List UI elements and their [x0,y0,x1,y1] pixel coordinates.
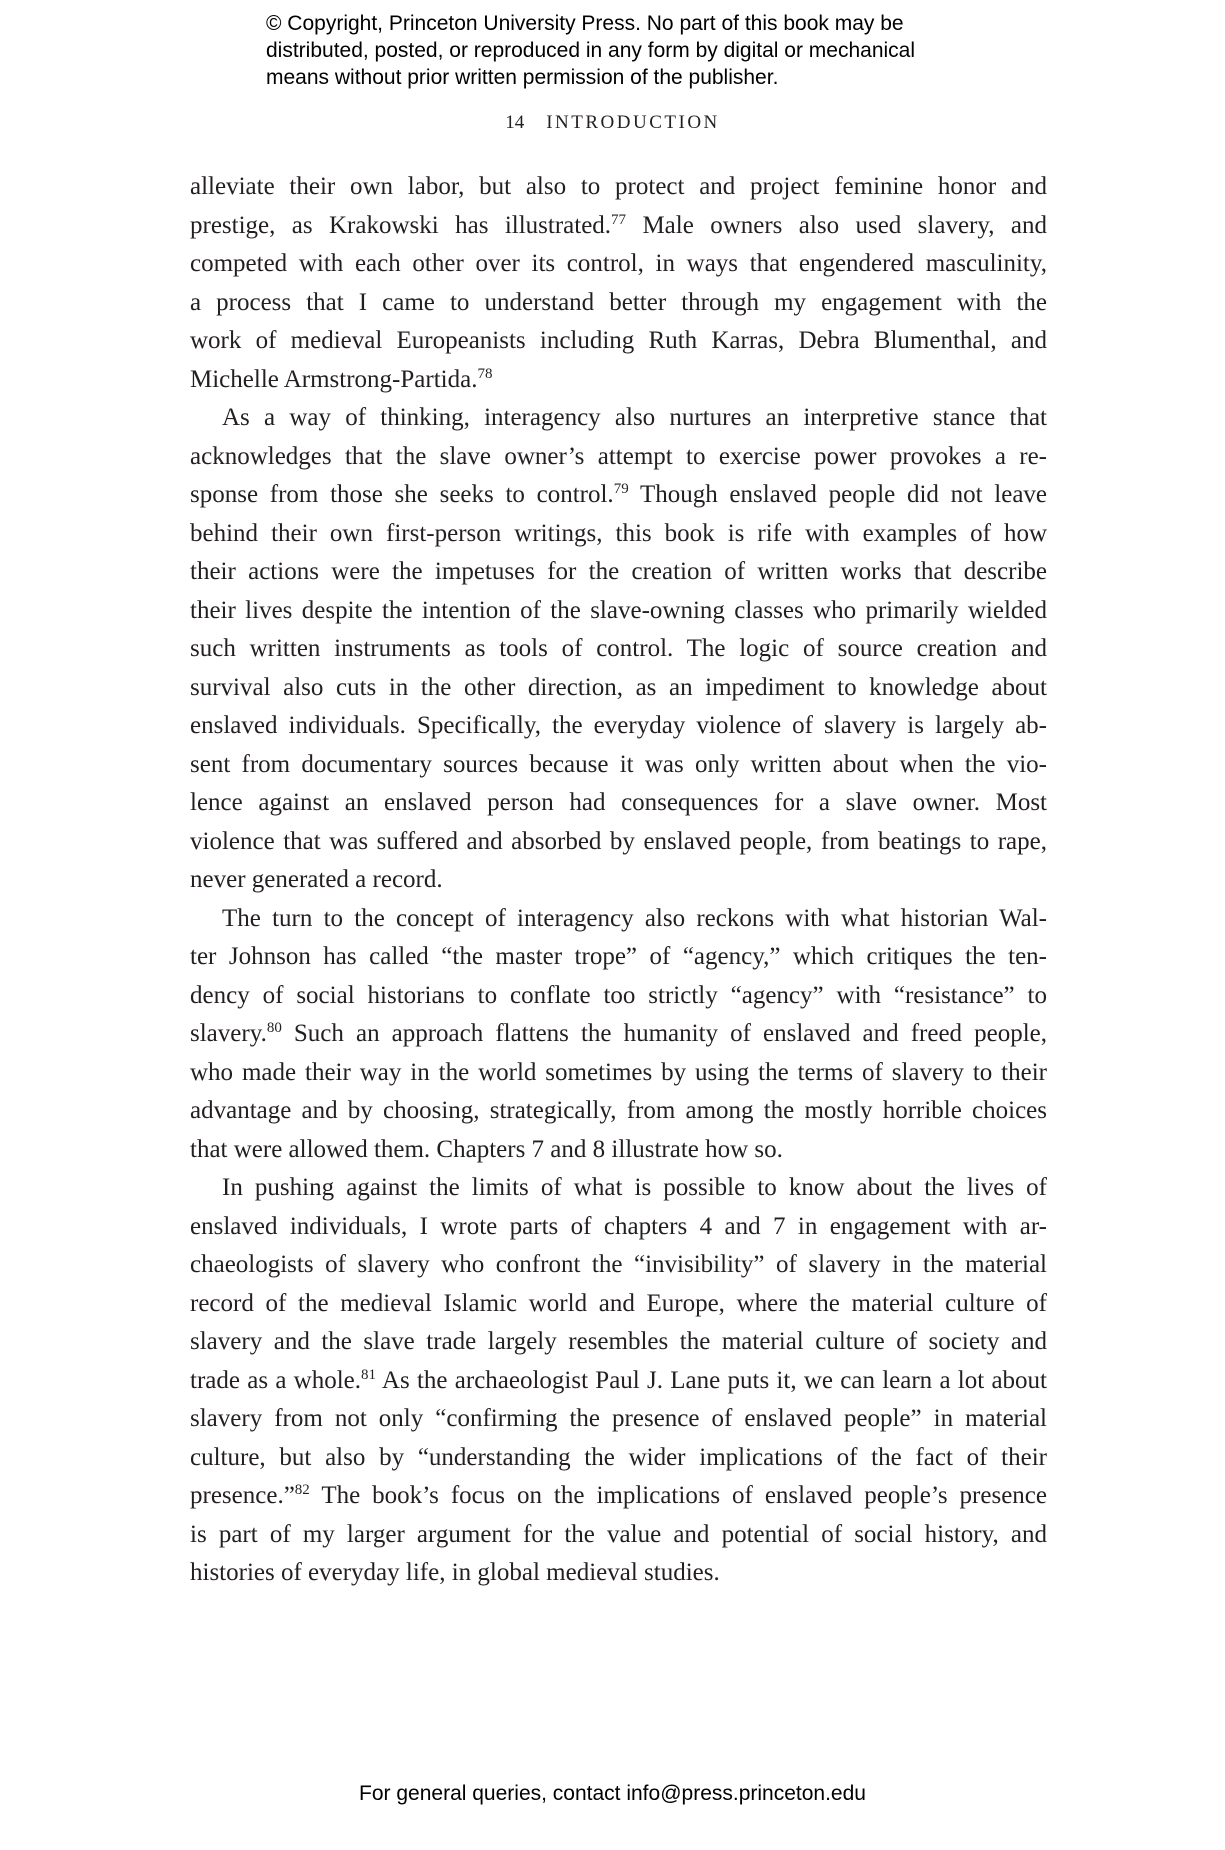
text-line [190,823,1047,862]
text-line [190,284,1047,323]
copyright-notice [266,10,915,91]
text-segment: competed with each other over its control, in ways that engendered masculinity, [190,250,1047,277]
footnote-ref: 77 [611,211,627,228]
text-line [190,1208,1047,1247]
text-segment: In pushing against the limits of what is possible to know about the lives of [222,1174,1047,1201]
paragraph [190,399,1047,900]
text-segment: never generated a record. [190,866,443,893]
text-segment: chaeologists of slavery who confront the “invisibility” of slavery in the material [190,1251,1047,1278]
text-line [190,900,1047,939]
text-line [190,746,1047,785]
footnote-ref: 80 [266,1020,282,1036]
text-segment: prestige, as Krakowski has illustrated. [190,211,612,239]
text-line [190,1439,1047,1478]
text-segment: ter Johnson has called “the master trope” of “agency,” which critiques the ten- [190,943,1047,970]
text-line [190,1054,1047,1093]
text-line [190,1477,1047,1516]
text-line [190,168,1047,207]
text-line [190,861,1047,900]
copyright-line: means without prior written permission of the publisher. [266,66,779,89]
footnote-ref: 82 [294,1482,310,1498]
text-segment: survival also cuts in the other direction, as an impediment to knowledge about [190,673,1047,701]
text-line [190,245,1047,284]
text-line [190,1015,1047,1054]
text-line [190,784,1047,823]
text-line [190,1246,1047,1285]
text-segment: trade as a whole. [190,1366,362,1394]
text-segment: slavery and the slave trade largely resembles the material culture of society and [190,1328,1047,1355]
footnote-ref: 81 [361,1366,377,1383]
text-segment: advantage and by choosing, strategically, from among the mostly horrible choices [190,1097,1047,1124]
text-line [190,1092,1047,1131]
text-segment: enslaved individuals, I wrote parts of chapters 4 and 7 in engagement with ar- [190,1212,1047,1240]
text-segment: As a way of thinking, interagency also nurtures an interpretive stance that [222,404,1047,431]
footnote-ref: 78 [477,365,493,382]
text-segment: who made their way in the world sometimes by using the terms of slavery to their [190,1058,1047,1086]
text-segment: sponse from those she seeks to control. [190,481,614,508]
text-line [190,515,1047,554]
paragraph [190,900,1047,1170]
text-line [190,1362,1047,1401]
text-segment: Michelle Armstrong-Partida. [190,365,478,393]
text-line [190,1400,1047,1439]
text-segment: slavery. [190,1020,267,1047]
text-line [190,1516,1047,1555]
text-segment: dency of social historians to conflate too strictly “agency” with “resistance” to [190,981,1047,1009]
text-segment: Though enslaved people did not leave [628,481,1048,508]
text-line [190,669,1047,708]
text-line [190,1169,1047,1208]
text-line [190,1285,1047,1324]
text-segment: such written instruments as tools of control. The logic of source creation and [190,635,1047,662]
text-line [190,322,1047,361]
text-segment: their lives despite the intention of the slave-owning classes who primarily wielded [190,596,1047,624]
text-segment: lence against an enslaved person had consequences for a slave owner. Most [190,789,1047,816]
text-segment: violence that was suffered and absorbed by enslaved people, from beatings to rape, [190,827,1047,855]
text-segment: sent from documentary sources because it was only written about when the vio- [190,750,1047,778]
text-segment: presence.” [190,1482,295,1509]
text-line [190,1131,1047,1170]
text-line [190,977,1047,1016]
text-segment: The book’s focus on the implications of enslaved people’s presence [309,1482,1047,1509]
text-segment: Male owners also used slavery, and [626,211,1047,239]
text-line [190,1554,1047,1593]
chapter-title: INTRODUCTION [546,112,720,133]
copyright-line: © Copyright, Princeton University Press. No part of this book may be [266,12,904,35]
text-segment: work of medieval Europeanists including Ruth Karras, Debra Blumenthal, and [190,327,1047,354]
text-segment: their actions were the impetuses for the creation of written works that describe [190,558,1047,585]
text-segment: record of the medieval Islamic world and Europe, where the material culture of [190,1289,1047,1317]
footer-contact: For general queries, contact info@press.princeton.edu [359,1782,866,1805]
text-segment: behind their own first-person writings, this book is rife with examples of how [190,519,1047,547]
text-line [190,630,1047,669]
text-segment: acknowledges that the slave owner’s attempt to exercise power provokes a re- [190,442,1047,470]
text-line [190,399,1047,438]
text-segment: alleviate their own labor, but also to protect and project feminine honor and [190,173,1047,200]
copyright-line: distributed, posted, or reproduced in any form by digital or mechanical [266,39,916,62]
text-line [190,938,1047,977]
text-segment: is part of my larger argument for the value and potential of social history, and [190,1520,1047,1548]
text-segment: enslaved individuals. Specifically, the everyday violence of slavery is largely ab- [190,712,1047,739]
text-segment: culture, but also by “understanding the wider implications of the fact of their [190,1443,1047,1471]
text-line [190,361,1047,400]
page-number: 14 [505,112,525,133]
text-line [190,592,1047,631]
footnote-ref: 79 [613,481,629,497]
text-segment: a process that I came to understand better through my engagement with the [190,288,1047,316]
text-segment: histories of everyday life, in global medieval studies. [190,1559,720,1586]
text-segment: As the archaeologist Paul J. Lane puts it, we can learn a lot about [376,1366,1047,1394]
text-line [190,476,1047,515]
text-line [190,207,1047,246]
paragraph [190,168,1047,399]
text-segment: The turn to the concept of interagency also reckons with what historian Wal- [222,904,1047,932]
text-segment: slavery from not only “confirming the presence of enslaved people” in material [190,1405,1047,1432]
body-text [190,168,1047,1593]
running-head [0,112,1225,134]
text-line [190,707,1047,746]
paragraph [190,1169,1047,1593]
text-line [190,1323,1047,1362]
text-segment: Such an approach flattens the humanity of enslaved and freed people, [281,1020,1047,1047]
text-segment: that were allowed them. Chapters 7 and 8 illustrate how so. [190,1135,783,1163]
text-line [190,553,1047,592]
text-line [190,438,1047,477]
